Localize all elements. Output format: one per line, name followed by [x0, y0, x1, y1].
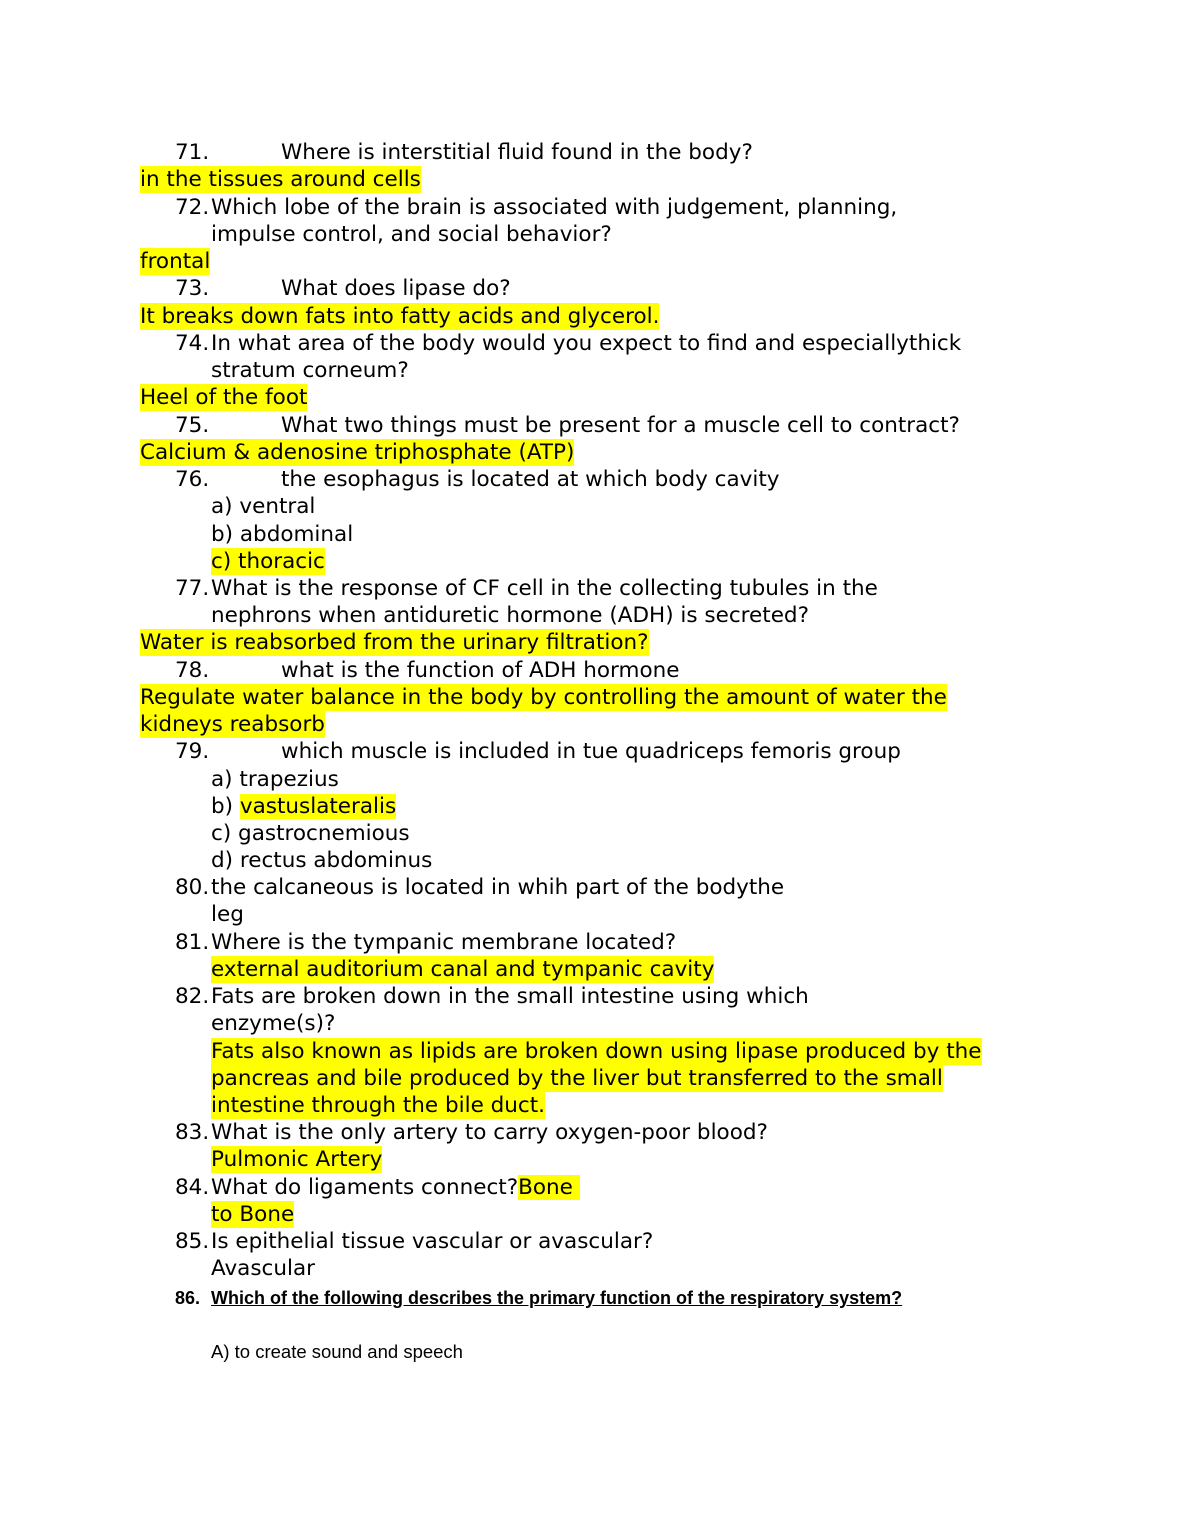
highlighted-answer: Water is reabsorbed from the urinary filtration?	[140, 630, 649, 655]
question-text: What is the only artery to carry oxygen-poor blood?	[211, 1120, 768, 1145]
question-text: What two things must be present for a muscle cell to contract?	[281, 413, 960, 438]
question-number: 75.	[175, 413, 210, 438]
question-number: 78.	[175, 658, 210, 683]
question-line	[211, 1174, 580, 1201]
highlighted-answer-continued: kidneys reabsorb	[140, 712, 325, 737]
question-number: 71.	[175, 140, 210, 165]
question-text: Fats are broken down in the small intestine using which	[211, 984, 809, 1009]
highlighted-answer: Pulmonic Artery	[211, 1147, 383, 1172]
highlighted-answer: Fats also known as lipids are broken down using lipase produced by the	[211, 1039, 982, 1064]
answer-text: Avascular	[211, 1256, 315, 1281]
question-text: In what area of the body would you expect to find and especiallythick	[211, 331, 962, 356]
option-c: c) gastrocnemious	[211, 821, 410, 846]
question-text-continued: stratum corneum?	[211, 358, 409, 383]
question-text: What do ligaments connect?	[211, 1175, 519, 1200]
question-text: the calcaneous is located in whih part of the bodythe	[211, 875, 785, 900]
option-a: A) to create sound and speech	[211, 1341, 463, 1362]
question-text: Which lobe of the brain is associated with judgement, planning,	[211, 195, 898, 220]
question-text-continued: impulse control, and social behavior?	[211, 222, 612, 247]
highlighted-answer: It breaks down fats into fatty acids and glycerol.	[140, 304, 660, 329]
question-text-continued: enzyme(s)?	[211, 1011, 336, 1036]
question-text: What does lipase do?	[281, 276, 511, 301]
option-b-highlighted-answer: vastuslateralis	[239, 794, 397, 819]
question-number: 81.	[175, 930, 210, 955]
question-number: 86.	[175, 1288, 201, 1308]
question-text: What is the response of CF cell in the collecting tubules in the	[211, 576, 878, 601]
highlighted-answer: external auditorium canal and tympanic cavity	[211, 957, 715, 982]
highlighted-answer-continued: intestine through the bile duct.	[211, 1093, 545, 1118]
highlighted-answer-continued: to Bone	[211, 1202, 295, 1227]
option-a: a) ventral	[211, 494, 316, 519]
option-a: a) trapezius	[211, 767, 339, 792]
question-number: 77.	[175, 576, 210, 601]
question-text: what is the function of ADH hormone	[281, 658, 680, 683]
highlighted-answer: Calcium & adenosine triphosphate (ATP)	[140, 440, 575, 465]
question-number: 76.	[175, 467, 210, 492]
highlighted-answer-continued: pancreas and bile produced by the liver but transferred to the small	[211, 1066, 943, 1091]
highlighted-answer: Regulate water balance in the body by controlling the amount of water the	[140, 685, 947, 710]
question-text: which muscle is included in tue quadriceps femoris group	[281, 739, 901, 764]
highlighted-answer: frontal	[140, 249, 211, 274]
question-text: the esophagus is located at which body cavity	[281, 467, 780, 492]
question-number: 74.	[175, 331, 210, 356]
question-text-continued: nephrons when antiduretic hormone (ADH) is secreted?	[211, 603, 809, 628]
question-text: Is epithelial tissue vascular or avascular?	[211, 1229, 654, 1254]
question-number: 83.	[175, 1120, 210, 1145]
question-number: 84.	[175, 1175, 210, 1200]
question-text: Where is the tympanic membrane located?	[211, 930, 677, 955]
question-number: 79.	[175, 739, 210, 764]
question-text-continued: leg	[211, 902, 244, 927]
option-b-prefix: b)	[211, 794, 240, 819]
question-number: 73.	[175, 276, 210, 301]
option-b: b) abdominal	[211, 522, 354, 547]
question-number: 82.	[175, 984, 210, 1009]
question-number: 85.	[175, 1229, 210, 1254]
question-number: 80.	[175, 875, 210, 900]
option-d: d) rectus abdominus	[211, 848, 433, 873]
question-number: 72.	[175, 195, 210, 220]
option-b	[211, 793, 396, 820]
option-c-highlighted-answer: c) thoracic	[211, 549, 325, 574]
question-text: Which of the following describes the primary function of the respiratory system?	[211, 1288, 903, 1308]
highlighted-answer: Bone	[518, 1175, 580, 1200]
question-text: Where is interstitial fluid found in the body?	[281, 140, 753, 165]
highlighted-answer: in the tissues around cells	[140, 167, 421, 192]
highlighted-answer: Heel of the foot	[140, 385, 308, 410]
